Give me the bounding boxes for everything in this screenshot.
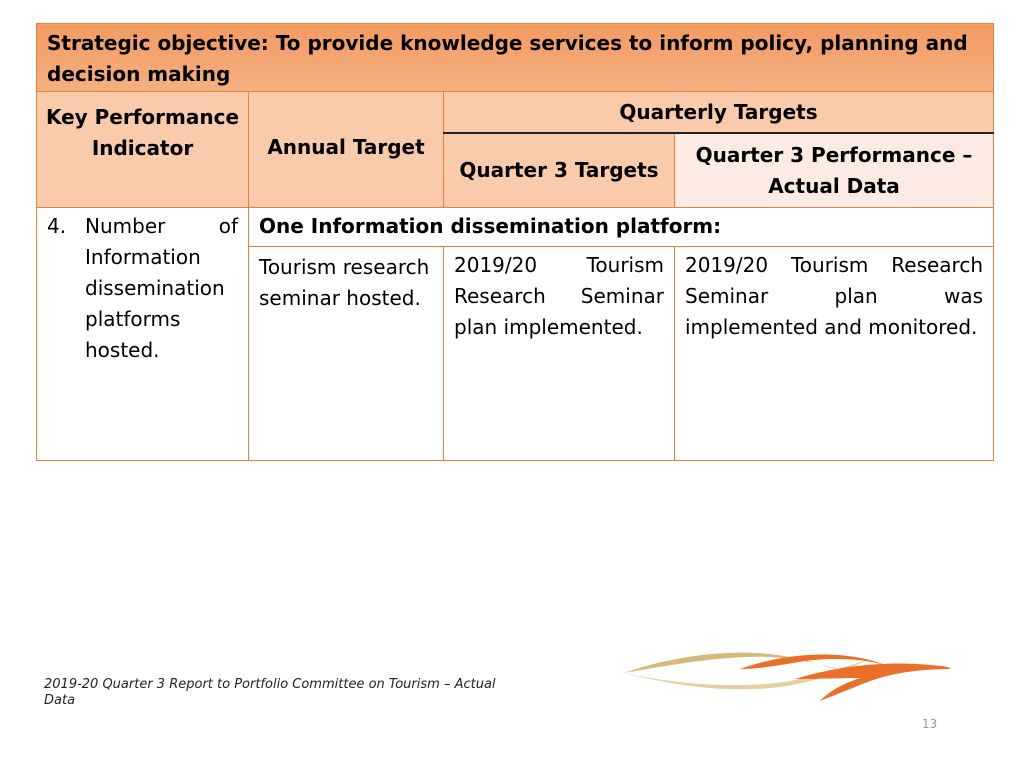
page-number: 13: [922, 717, 938, 731]
kpi-cell: [37, 208, 249, 461]
kpi-description: Number of Information dissemination platforms hosted.: [85, 214, 238, 362]
kpi-number: 4.: [47, 214, 67, 238]
annual-target-cell: Tourism research seminar hosted.: [249, 247, 444, 461]
header-annual-target: Annual Target: [249, 92, 444, 208]
q3-target-cell: 2019/20 Tourism Research Seminar plan implemented.: [444, 247, 675, 461]
kpi-table: [36, 23, 994, 461]
table-row: [37, 208, 994, 247]
header-q3-performance: Quarter 3 Performance – Actual Data: [675, 133, 994, 208]
swoosh-logo-icon: [620, 645, 955, 705]
q3-actual-cell: 2019/20 Tourism Research Seminar plan was implemented and monitored.: [675, 247, 994, 461]
header-kpi: Key Performance Indicator: [37, 92, 249, 208]
header-q3-targets: Quarter 3 Targets: [444, 133, 675, 208]
header-quarterly-targets: Quarterly Targets: [444, 92, 994, 134]
platform-heading: One Information dissemination platform:: [249, 208, 994, 247]
footer-caption: 2019-20 Quarter 3 Report to Portfolio Committee on Tourism – Actual Data: [44, 677, 496, 708]
strategic-objective: Strategic objective: To provide knowledge services to inform policy, planning and decision making: [37, 24, 994, 92]
